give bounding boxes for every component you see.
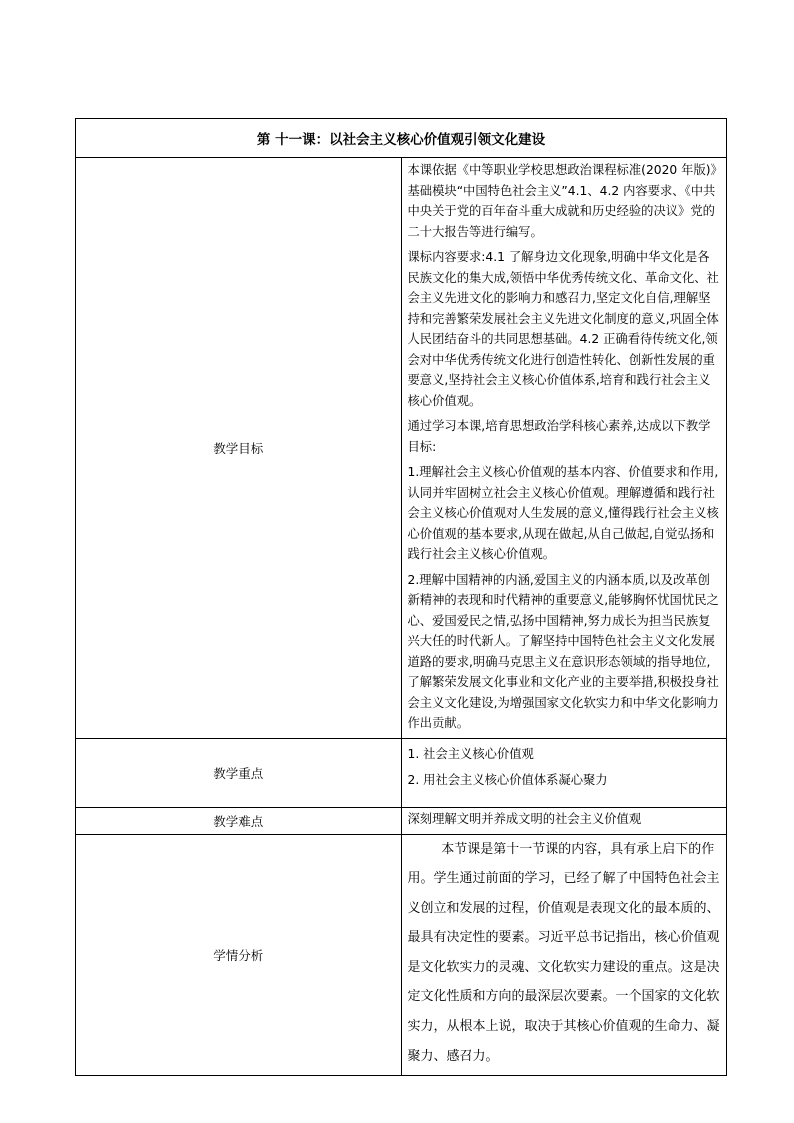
goals-content-cell — [401, 158, 727, 739]
goals-label: 教学目标 — [76, 158, 402, 739]
lesson-plan-sheet — [75, 118, 727, 1076]
title-row — [76, 119, 727, 158]
focus-item: 1. 社会主义核心价值观 — [407, 746, 534, 761]
goals-paragraph: 1.理解社会主义核心价值观的基本内容、价值要求和作用,认同并牢固树立社会主义核心价值观。理解遵循和践行社会主义核心价值观对人生发展的意义,懂得践行社会主义核心价值观的基本要求,从现在做起,从自己做起,自觉弘扬和践行社会主义核心价值观。 — [407, 465, 719, 561]
analysis-label: 学情分析 — [76, 834, 402, 1076]
difficulty-content-cell — [401, 807, 727, 834]
focus-label: 教学重点 — [76, 738, 402, 807]
focus-content-cell — [401, 738, 727, 807]
difficulty-text: 深刻理解文明并养成文明的社会主义价值观 — [407, 811, 642, 826]
lesson-title: 第 十一课：以社会主义核心价值观引领文化建设 — [76, 119, 727, 158]
analysis-row — [76, 834, 727, 1076]
goals-row — [76, 158, 727, 739]
difficulty-label: 教学难点 — [76, 807, 402, 834]
difficulty-row — [76, 807, 727, 834]
analysis-content-cell — [401, 834, 727, 1076]
goals-paragraph: 通过学习本课,培育思想政治学科核心素养,达成以下教学目标: — [407, 419, 711, 454]
focus-row — [76, 738, 727, 807]
goals-paragraph: 本课依据《中等职业学校思想政治课程标准(2020 年版)》基础模块“中国特色社会主义”4.1、4.2 内容要求、《中共中央关于党的百年奋斗重大成就和历史经验的决议》党的二十大报告等进行编写。 — [407, 163, 717, 239]
analysis-text: 本节课是第十一节课的内容，具有承上启下的作用。学生通过前面的学习，已经了解了中国特色社会主义创立和发展的过程，价值观是表现文化的最本质的、最具有决定性的要素。习近平总书记指出，核心价值观是文化软实力的灵魂、文化软实力建设的重点。这是决定文化性质和方向的最深层次要素。一个国家的文化软实力，从根本上说，取决于其核心价值观的生命力、凝聚力、感召力。 — [407, 841, 720, 1064]
goals-paragraph: 2.理解中国精神的内涵,爱国主义的内涵本质,以及改革创新精神的表现和时代精神的重要意义,能够胸怀忧国忧民之心、爱国爱民之情,弘扬中国精神,努力成长为担当民族复兴大任的时代新人。了解坚持中国特色社会主义文化发展道路的要求,明确马克思主义在意识形态领域的指导地位,了解繁荣发展文化事业和文化产业的主要举措,积极投身社会主义文化建设,为增强国家文化软实力和中华文化影响力作出贡献。 — [407, 572, 719, 730]
lesson-plan-table — [75, 118, 727, 1076]
focus-item: 2. 用社会主义核心价值体系凝心聚力 — [407, 772, 608, 787]
goals-paragraph: 课标内容要求:4.1 了解身边文化现象,明确中华文化是各民族文化的集大成,领悟中华优秀传统文化、革命文化、社会主义先进文化的影响力和感召力,坚定文化自信,理解坚持和完善繁荣发展社会主义先进文化制度的意义,巩固全体人民团结奋斗的共同思想基础。4.2 正确看待传统文化,领会对中华优秀传统文化进行创造性转化、创新性发展的重要意义,坚持社会主义核心价值体系,培育和践行社会主义核心价值观。 — [407, 250, 719, 408]
